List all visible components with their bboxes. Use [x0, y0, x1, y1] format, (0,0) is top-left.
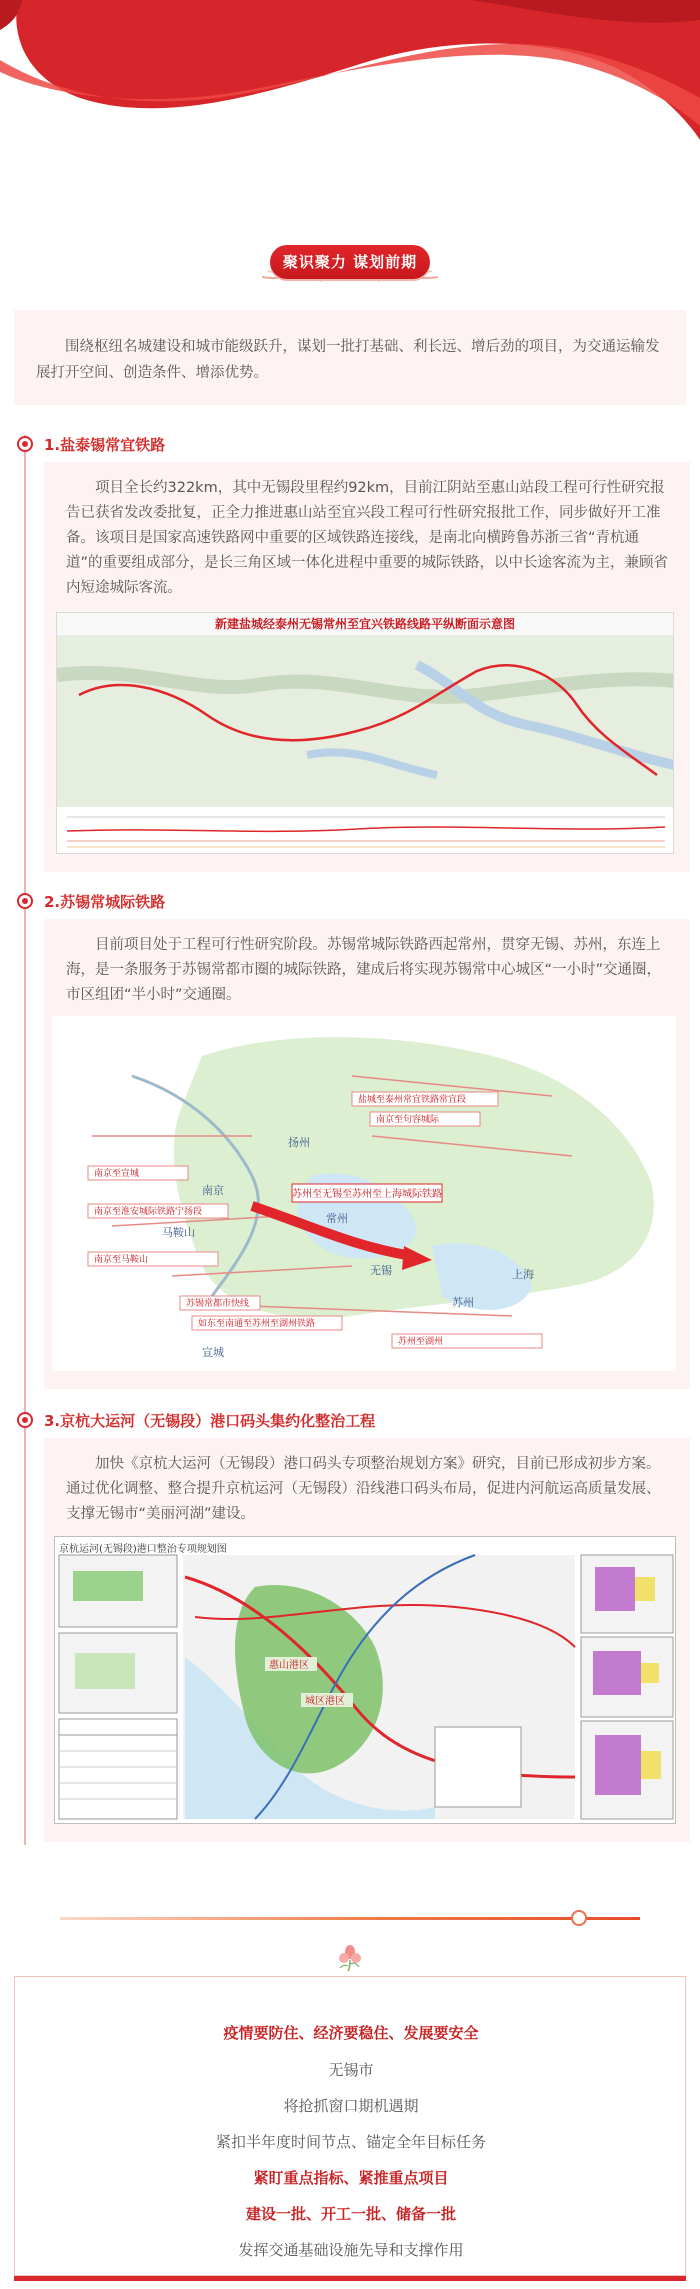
map-line-label: 南京至句容城际 [376, 1115, 440, 1125]
map-line-label: 南京至宣城 [94, 1169, 140, 1179]
highlight-label: 苏州至无锡至苏州至上海城际铁路 [292, 1189, 442, 1200]
timeline-line [24, 435, 26, 1845]
timeline-dot [17, 436, 33, 452]
section-3-body: 加快《京杭大运河（无锡段）港口码头专项整治规划方案》研究，目前已形成初步方案。通过优化调整、整合提升京杭运河（无锡段）沿线港口码头布局，促进内河航运高质量发展、支撑无锡市“美丽河湖”建设。 [66, 1456, 661, 1522]
city-label: 苏州 [452, 1296, 474, 1309]
footer-bar [14, 2276, 686, 2281]
section-3-title: 3.京杭大运河（无锡段）港口码头集约化整治工程 [44, 1412, 376, 1430]
section-title-badge [262, 241, 438, 285]
timeline-dot [17, 1412, 33, 1428]
footer-line: 无锡市 [328, 2061, 374, 2079]
city-label: 南京 [202, 1184, 224, 1197]
footer-line: 建设一批、开工一批、储备一批 [245, 2205, 456, 2223]
railway-route-map [57, 635, 674, 854]
section-2-map [52, 1016, 676, 1371]
city-label: 扬州 [288, 1136, 310, 1149]
city-label: 马鞍山 [162, 1226, 195, 1239]
footer-line: 紧盯重点指标、紧推重点项目 [253, 2169, 449, 2187]
section-2-title: 2.苏锡常城际铁路 [44, 893, 166, 911]
section-2-body: 目前项目处于工程可行性研究阶段。苏锡常城际铁路西起常州，贯穿无锡、苏州，东连上海，是一条服务于苏锡常都市圈的城际铁路，建成后将实现苏锡常中心城区“一小时”交通圈，市区组团“半小时”交通圈。 [66, 937, 662, 1003]
map-line-label: 如东至南通至苏州至湖州铁路 [198, 1319, 316, 1329]
footer-divider [60, 1917, 640, 1920]
map-line-label: 苏州至湖州 [398, 1337, 444, 1347]
city-label: 常州 [326, 1212, 348, 1225]
footer-line: 将抢抓窗口期机遇期 [283, 2097, 419, 2115]
section-1-title: 1.盐泰锡常宜铁路 [44, 436, 166, 454]
flower-icon [336, 1944, 364, 1972]
intro-paragraph: 围绕枢纽名城建设和城市能级跃升，谋划一批打基础、利长远、增后劲的项目，为交通运输发展打开空间、创造条件、增添优势。 [14, 310, 686, 405]
port-label: 惠山港区 [269, 1660, 309, 1671]
section-3-map [54, 1536, 676, 1824]
map-line-label: 南京至淮安城际铁路宁扬段 [94, 1207, 203, 1217]
map-line-label: 盐城至泰州常宜铁路常宜段 [358, 1095, 467, 1105]
footer-line: 紧扣半年度时间节点、锚定全年目标任务 [215, 2133, 486, 2151]
ribbon-banner [0, 0, 700, 180]
map-line-label: 南京至马鞍山 [94, 1255, 149, 1265]
footer-line: 疫情要防住、经济要稳住、发展要安全 [223, 2024, 479, 2042]
section-1-body: 项目全长约322km，其中无锡段里程约92km，目前江阴站至惠山站段工程可行性研究报告已获省发改委批复，正全力推进惠山站至宜兴段工程可行性研究报批工作，同步做好开工准备。该项目是国家高速铁路网中重要的区域铁路连接线，是南北向横跨鲁苏浙三省“青杭通道”的重要组成部分，是长三角区域一体化进程中重要的城际铁路，以中长途客流为主，兼顾省内短途城际客流。 [66, 480, 669, 596]
badge-title: 聚识聚力 谋划前期 [282, 253, 418, 271]
section-1-map [56, 612, 674, 854]
city-label: 上海 [512, 1268, 534, 1281]
footer-line: 发挥交通基础设施先导和支撑作用 [238, 2241, 464, 2259]
timeline-dot [17, 893, 33, 909]
section-1-map-title: 新建盐城经泰州无锡常州至宜兴铁路线路平纵断面示意图 [57, 613, 673, 635]
intercity-rail-map [52, 1016, 676, 1371]
city-label: 无锡 [370, 1264, 392, 1277]
map-line-label: 苏锡常都市快线 [186, 1299, 250, 1309]
port-label: 城区港区 [305, 1696, 345, 1707]
port-planning-map [55, 1537, 676, 1824]
footer-slogans [14, 1976, 686, 2276]
footer-divider-knob [571, 1910, 587, 1926]
city-label: 宣城 [202, 1346, 224, 1359]
section-3-map-title: 京杭运河(无锡段)港口整治专项规划图 [59, 1544, 227, 1555]
